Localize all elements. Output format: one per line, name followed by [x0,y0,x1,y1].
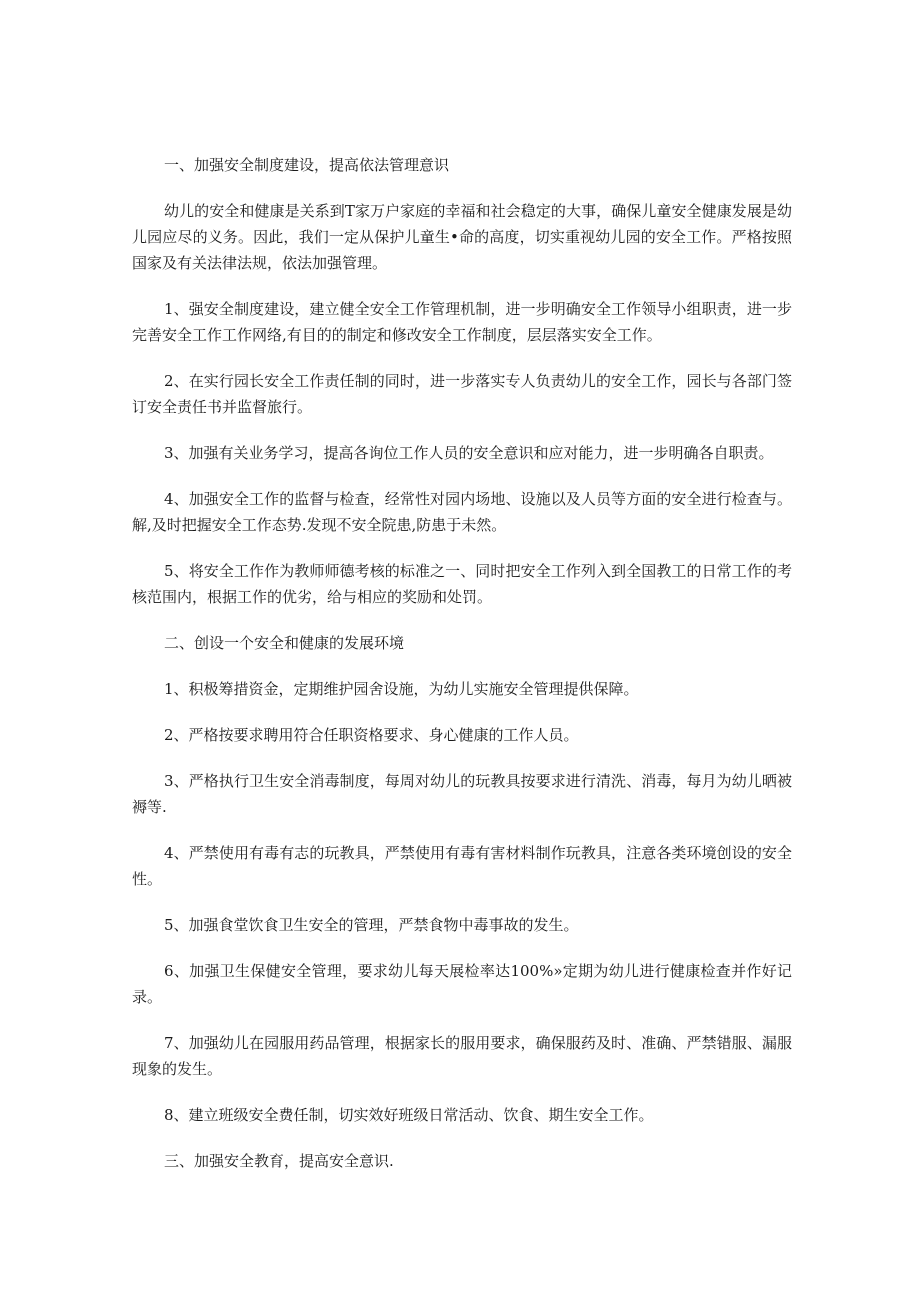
section-1-intro-paragraph: 幼儿的安全和健康是关系到T家万户家庭的幸福和社会稳定的大事，确保儿童安全健康发展是幼儿园应尽的义务。因此，我们一定从保护儿童生•命的高度，切实重视幼儿园的安全工作。严格按照国家及有关法律法规，依法加强管理。 [132,202,792,272]
section-1-item-1: 1、强安全制度建设，建立健全安全工作管理机制，进一步明确安全工作领导小组职责，进一步完善安全工作工作网络,有目的的制定和修改安全工作制度，层层落实安全工作。 [132,300,792,344]
section-2-item-3: 3、严格执行卫生安全消毒制度，每周对幼儿的玩教具按要求进行清洗、消毒，每月为幼儿晒被褥等. [132,772,792,816]
section-2-item-1: 1、积极筹措资金，定期维护园舍设施，为幼儿实施安全管理提供保障。 [164,680,639,698]
section-heading-3: 三、加强安全教育，提高安全意识. [164,1152,394,1170]
section-2-item-7: 7、加强幼儿在园服用药品管理，根据家长的服用要求，确保服药及时、准确、严禁错服、漏服现象的发生。 [132,1034,792,1078]
section-heading-1: 一、加强安全制度建设，提高依法管理意识 [164,156,450,174]
section-heading-2: 二、创设一个安全和健康的发展环境 [164,634,405,652]
section-2-item-6: 6、加强卫生保健安全管理，要求幼儿每天展检率达100%»定期为幼儿进行健康检查并作好记录。 [132,962,792,1006]
section-2-item-2: 2、严格按要求聘用符合任职资格要求、身心健康的工作人员。 [164,726,579,744]
section-1-item-3: 3、加强有关业务学习，提高各询位工作人员的安全意识和应对能力，进一步明确各自职责。 [164,444,774,462]
document-body [132,152,792,1194]
section-1-item-2: 2、在实行园长安全工作责任制的同时，进一步落实专人负责幼儿的安全工作，园长与各部门签订安全责任书并监督旅行。 [132,372,792,416]
section-2-item-8: 8、建立班级安全费任制，切实效好班级日常活动、饮食、期生安全工作。 [164,1106,654,1124]
section-2-item-4: 4、严禁使用有毒有志的玩教具，严禁使用有毒有害材料制作玩教具，注意各类环境创设的安全性。 [132,844,792,888]
section-2-item-5: 5、加强食堂饮食卫生安全的管理，严禁食物中毒事故的发生。 [164,916,579,934]
section-1-item-4: 4、加强安全工作的监督与检查，经常性对园内场地、设施以及人员等方面的安全进行检查与。解,及时把握安全工作态势.发现不安全院患,防患于未然。 [132,490,792,534]
section-1-item-5: 5、将安全工作作为教师师德考核的标准之一、同时把安全工作列入到全国教工的日常工作的考核范围内，根据工作的优劣，给与相应的奖励和处罚。 [132,562,792,606]
